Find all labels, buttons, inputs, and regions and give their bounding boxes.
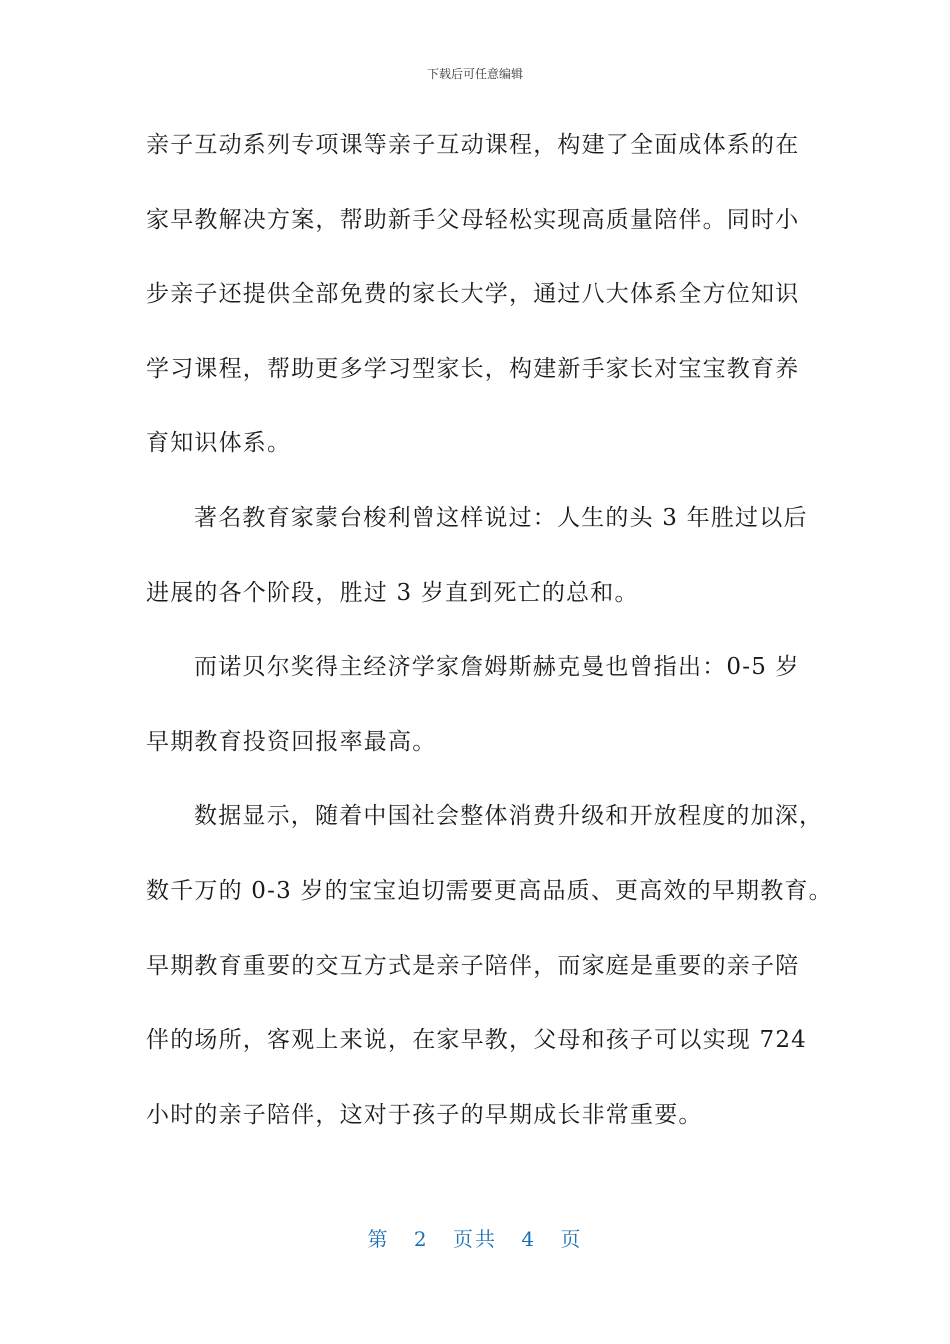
paragraph-line: 数千万的 0-3 岁的宝宝迫切需要更高品质、更高效的早期教育。 — [146, 877, 833, 904]
paragraph-line: 数据显示，随着中国社会整体消费升级和开放程度的加深， — [194, 803, 824, 830]
paragraph-line: 小时的亲子陪伴，这对于孩子的早期成长非常重要。 — [146, 1101, 703, 1128]
paragraph-line: 进展的各个阶段，胜过 3 岁直到死亡的总和。 — [146, 579, 639, 606]
paragraph-line: 步亲子还提供全部免费的家长大学，通过八大体系全方位知识 — [146, 281, 800, 308]
paragraph-line: 著名教育家蒙台梭利曾这样说过：人生的头 3 年胜过以后 — [194, 504, 808, 531]
paragraph-line: 亲子互动系列专项课等亲子互动课程，构建了全面成体系的在 — [146, 132, 800, 158]
paragraph-line: 育知识体系。 — [146, 430, 292, 457]
paragraph-line: 早期教育投资回报率最高。 — [146, 728, 437, 755]
paragraph-line: 早期教育重要的交互方式是亲子陪伴，而家庭是重要的亲子陪 — [146, 952, 800, 979]
paragraph-line: 伴的场所，客观上来说，在家早教，父母和孩子可以实现 724 — [146, 1027, 808, 1054]
paragraph-line: 而诺贝尔奖得主经济学家詹姆斯赫克曼也曾指出：0-5 岁 — [194, 654, 800, 681]
paragraph-line: 家早教解决方案，帮助新手父母轻松实现高质量陪伴。同时小 — [146, 206, 800, 233]
page-number: 第 2 页共 4 页 — [367, 1227, 583, 1251]
body-text — [146, 122, 833, 1166]
paragraph-line: 学习课程，帮助更多学习型家长，构建新手家长对宝宝教育养 — [146, 355, 800, 382]
page-header-note: 下载后可任意编辑 — [426, 67, 523, 81]
